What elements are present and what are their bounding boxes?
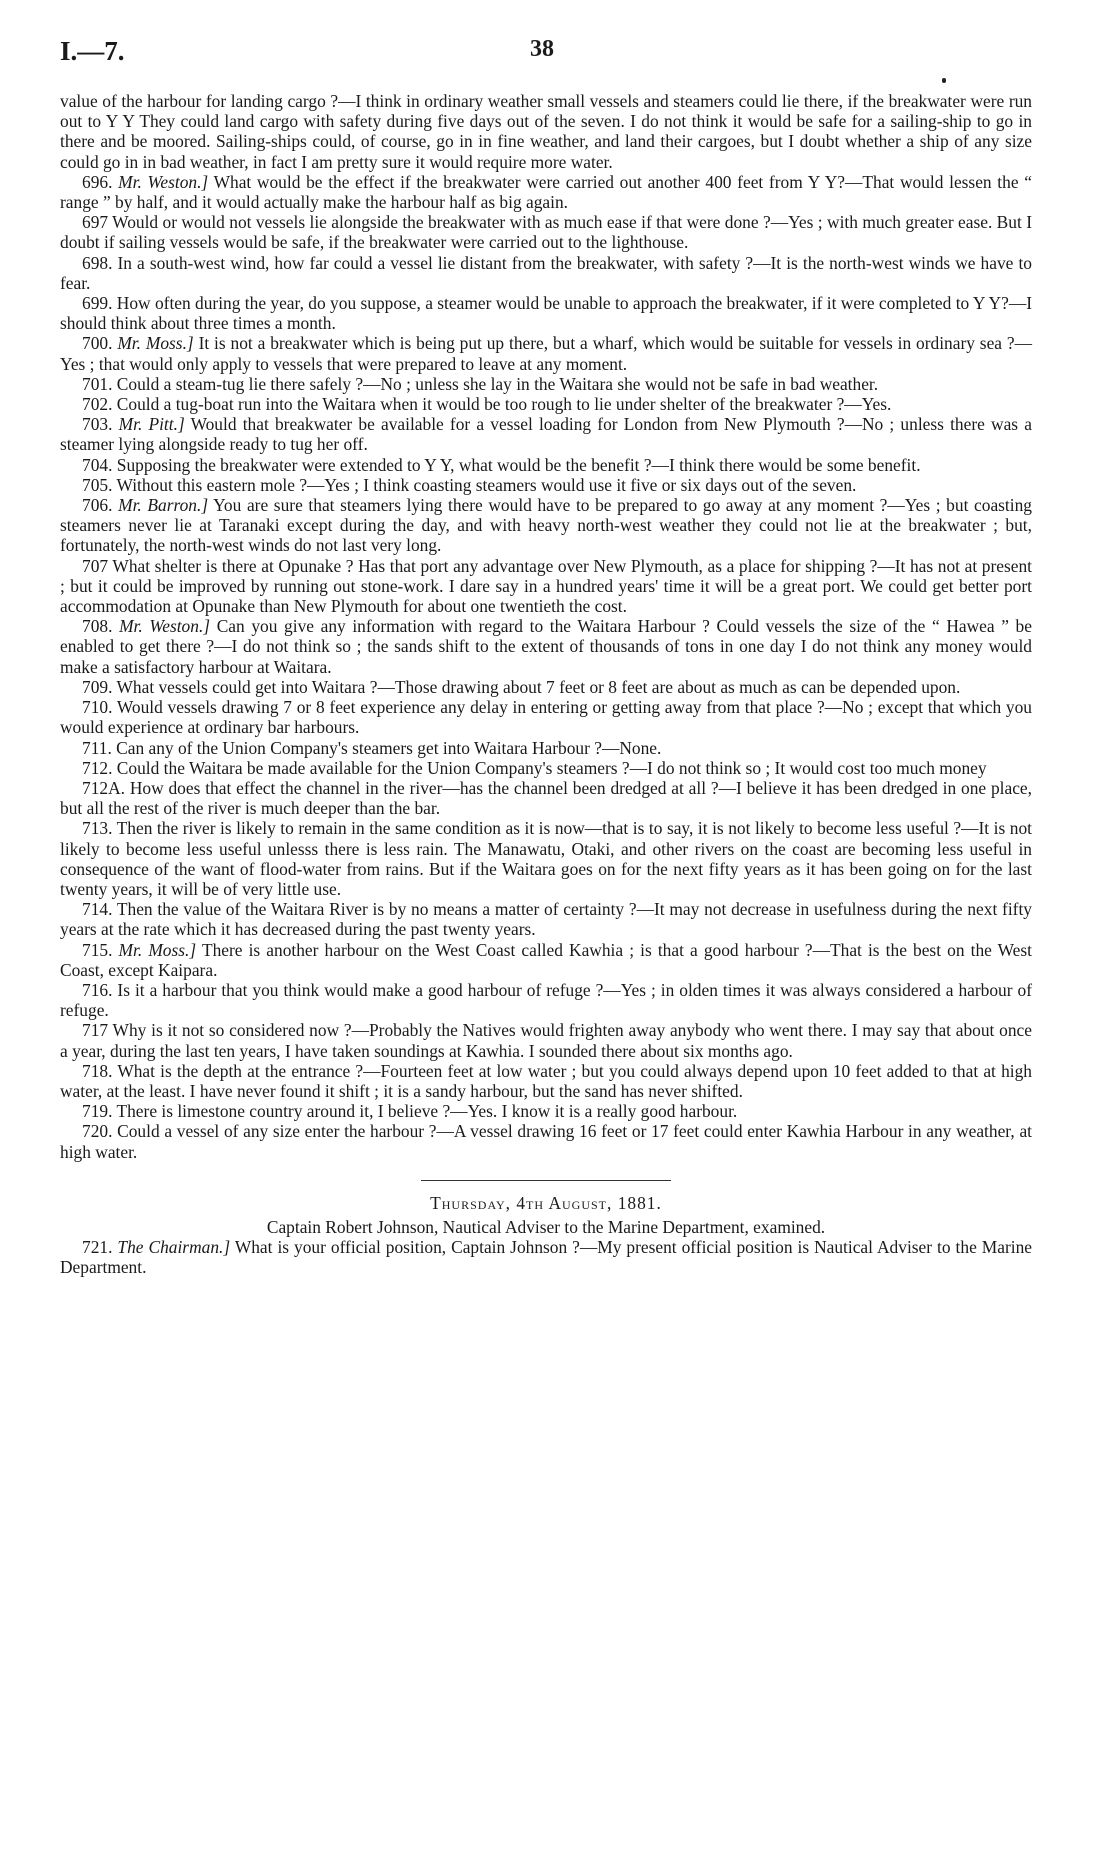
testimony-body (60, 91, 1032, 1278)
question-text: Would or would not vessels lie alongside the breakwater with as much ease if that were done ?—Yes ; with much greater ease. But I doubt if sailing vessels would be safe, if the breakwater were carried out to the lighthouse. (60, 212, 1032, 253)
question-paragraph (60, 414, 1032, 454)
question-number: 711. (82, 737, 112, 758)
question-paragraph (60, 333, 1032, 373)
question-number: 696. (82, 171, 113, 192)
question-paragraph (60, 758, 1032, 778)
question-paragraph (60, 374, 1032, 394)
question-number: 704. (82, 454, 113, 475)
question-text: Then the value of the Waitara River is by no means a matter of certainty ?—It may not decrease in usefulness during the next fifty years at the rate which it has decreased during the past twenty years. (60, 899, 1032, 940)
question-number: 698. (82, 252, 113, 273)
question-text: Could a vessel of any size enter the harbour ?—A vessel drawing 16 feet or 17 feet could enter Kawhia Harbour in any weather, at high water. (60, 1121, 1032, 1162)
question-text: Could a steam-tug lie there safely ?—No ; unless she lay in the Waitara she would not be safe in bad weather. (116, 373, 879, 394)
witness-line: Captain Robert Johnson, Nautical Adviser to the Marine Department, examined. (266, 1216, 826, 1237)
question-text: Could the Waitara be made available for the Union Company's steamers ?—I do not think so ; It would cost too much money (116, 757, 987, 778)
page-number: 38 (530, 36, 554, 62)
question-paragraph (60, 475, 1032, 495)
question-paragraph (60, 818, 1032, 899)
question-number: 712A. (82, 777, 125, 798)
question-text: What shelter is there at Opunake ? Has that port any advantage over New Plymouth, as a place for shipping ?—It has not at present ; but it could be improved by running out stone-work. I dare say in a hundred years' time it will be a great port. We could get better port accommodation at Opunake than New Plymouth for about one twentieth the cost. (60, 555, 1032, 617)
question-number: 719. (82, 1101, 113, 1122)
question-paragraph (60, 677, 1032, 697)
question-text: Supposing the breakwater were extended to Y Y, what would be the benefit ?—I think there would be some benefit. (116, 454, 921, 475)
question-number: 717 (82, 1020, 109, 1041)
question-text: There is limestone country around it, I believe ?—Yes. I know it is a really good harbour. (116, 1101, 738, 1122)
question-text: How does that effect the channel in the river—has the channel been dredged at all ?—I believe it has been dredged in one place, but all the rest of the river is much deeper than the bar. (60, 777, 1032, 819)
speaker-name: Mr. Pitt.] (118, 414, 185, 435)
question-paragraph (60, 212, 1032, 252)
questions-list (60, 172, 1032, 1162)
question-text: What is the depth at the entrance ?—Fourteen feet at low water ; but you could always depend upon 10 feet added to that at high water, at the least. I have never found it shift ; it is a sandy harbour, but the sand has never shifted. (60, 1060, 1032, 1101)
question-text: What would be the effect if the breakwater were carried out another 400 feet from Y Y?—That would lessen the “ range ” by half, and it would actually make the harbour half as big again. (60, 171, 1032, 213)
question-text: Could a tug-boat run into the Waitara when it would be too rough to lie under shelter of the breakwater ?—Yes. (116, 394, 892, 415)
speaker-name: Mr. Weston.] (118, 171, 209, 192)
section-divider (421, 1180, 671, 1181)
question-text: How often during the year, do you suppose, a steamer would be unable to approach the breakwater, if it were completed to Y Y?—I should think about three times a month. (60, 293, 1032, 334)
question-paragraph (60, 1101, 1032, 1121)
question-number: 701. (82, 373, 113, 394)
question-text: What is your official position, Captain Johnson ?—My present official position is Nautical Adviser to the Marine Department. (60, 1237, 1032, 1278)
question-number: 705. (82, 474, 113, 495)
question-text: Can you give any information with regard to the Waitara Harbour ? Could vessels the size of the “ Hawea ” be enabled to get there ?—I do not think so ; the sands shift to the extent of thousands of tons in one day I do not think any money would make a satisfactory harbour at Waitara. (60, 616, 1032, 677)
question-text: What vessels could get into Waitara ?—Those drawing about 7 feet or 8 feet are about as much as can be depended upon. (116, 676, 961, 697)
question-number: 708. (82, 616, 113, 637)
question-paragraph (60, 697, 1032, 737)
question-paragraph (60, 738, 1032, 758)
question-paragraph (60, 253, 1032, 293)
session-date: Thursday, 4th August, 1881. (430, 1192, 662, 1213)
speaker-name: Mr. Weston.] (119, 616, 211, 637)
question-paragraph (60, 172, 1032, 212)
question-paragraph (60, 556, 1032, 617)
question-number: 714. (82, 899, 113, 920)
speaker-name: Mr. Barron.] (118, 495, 209, 516)
question-number: 706. (82, 495, 113, 516)
question-number: 718. (82, 1060, 113, 1081)
question-text: You are sure that steamers lying there would have to be prepared to go away at any moment ?—Yes ; but coasting steamers never lie at Taranaki except during the day, and with heavy north-west weather they could not lie at the breakwater ; but, fortunately, the north-west winds do not last very long. (60, 495, 1032, 556)
speaker-name: The Chairman.] (117, 1237, 231, 1258)
page-header (60, 36, 1020, 76)
questions-list-2 (60, 1237, 1032, 1277)
question-paragraph (60, 980, 1032, 1020)
question-number: 697 (82, 212, 109, 233)
question-number: 720. (82, 1121, 113, 1142)
question-text: Can any of the Union Company's steamers get into Waitara Harbour ?—None. (116, 737, 662, 758)
question-paragraph (60, 778, 1032, 818)
question-number: 709. (82, 676, 113, 697)
question-paragraph (60, 394, 1032, 414)
question-paragraph (60, 1061, 1032, 1101)
question-number: 715. (82, 939, 113, 960)
question-number: 700. (82, 333, 113, 354)
question-number: 710. (82, 697, 113, 718)
question-paragraph (60, 455, 1032, 475)
speaker-name: Mr. Moss.] (117, 333, 194, 354)
question-text: Would that breakwater be available for a vessel loading for London from New Plymouth ?—No ; unless there was a steamer lying alongside ready to tug her off. (60, 414, 1032, 455)
question-number: 716. (82, 979, 113, 1000)
question-number: 699. (82, 293, 113, 314)
question-text: Then the river is likely to remain in the same condition as it is now—that is to say, it is not likely to become less useful ?—It is not likely to become less useful unlesss there is less rain. The Manawatu, Otaki, and other rivers on the coast are becoming less useful in consequence of the want of flood-water from rains. But if the Waitara goes on for the next fifty years as it has been going on for the last twenty years, it will be of very little use. (60, 818, 1032, 899)
speaker-name: Mr. Moss.] (118, 939, 197, 960)
print-mark (942, 78, 946, 83)
question-number: 707 (82, 555, 109, 576)
question-number: 712. (82, 757, 113, 778)
question-number: 702. (82, 394, 113, 415)
question-paragraph (60, 899, 1032, 939)
question-number: 721. (82, 1237, 113, 1258)
question-paragraph (60, 940, 1032, 980)
question-number: 703. (82, 414, 113, 435)
question-text: Would vessels drawing 7 or 8 feet experience any delay in entering or getting away from that place ?—No ; except that which you would experience at ordinary bar harbours. (60, 697, 1032, 738)
question-text: Is it a harbour that you think would make a good harbour of refuge ?—Yes ; in olden times it was always considered a harbour of refuge. (60, 979, 1032, 1021)
question-number: 713. (82, 818, 113, 839)
question-text: In a south-west wind, how far could a vessel lie distant from the breakwater, with safety ?—It is the north-west winds we have to fear. (60, 252, 1032, 293)
question-text: There is another harbour on the West Coast called Kawhia ; is that a good harbour ?—That is the best on the West Coast, except Kaipara. (60, 939, 1032, 980)
question-paragraph (60, 495, 1032, 556)
question-paragraph (60, 1020, 1032, 1060)
question-paragraph (60, 616, 1032, 677)
question-paragraph (60, 293, 1032, 333)
question-text: Without this eastern mole ?—Yes ; I think coasting steamers would use it five or six days out of the seven. (116, 474, 857, 495)
question-text: It is not a breakwater which is being put up there, but a wharf, which would be suitable for vessels in ordinary sea ?—Yes ; that would only apply to vessels that were prepared to leave at any moment. (60, 333, 1032, 374)
question-paragraph (60, 1237, 1032, 1277)
question-text: Why is it not so considered now ?—Probably the Natives would frighten away anybody who went there. I may say that about once a year, during the last ten years, I have taken soundings at Kawhia. I sounded there about six months ago. (60, 1020, 1032, 1061)
question-paragraph (60, 1121, 1032, 1161)
document-reference: I.—7. (60, 36, 125, 66)
opening-paragraph: value of the harbour for landing cargo ?—I think in ordinary weather small vessels and steamers could lie there, if the breakwater were run out to Y Y They could land cargo with safety during five days out of the seven. I do not think it would be safe for a sailing-ship to go in there and be moored. Sailing-ships could, of course, go in in fine weather, and land their cargoes, but I doubt whether a ship of any size could go in in bad weather, in fact I am pretty sure it would require more water. (60, 91, 1032, 172)
